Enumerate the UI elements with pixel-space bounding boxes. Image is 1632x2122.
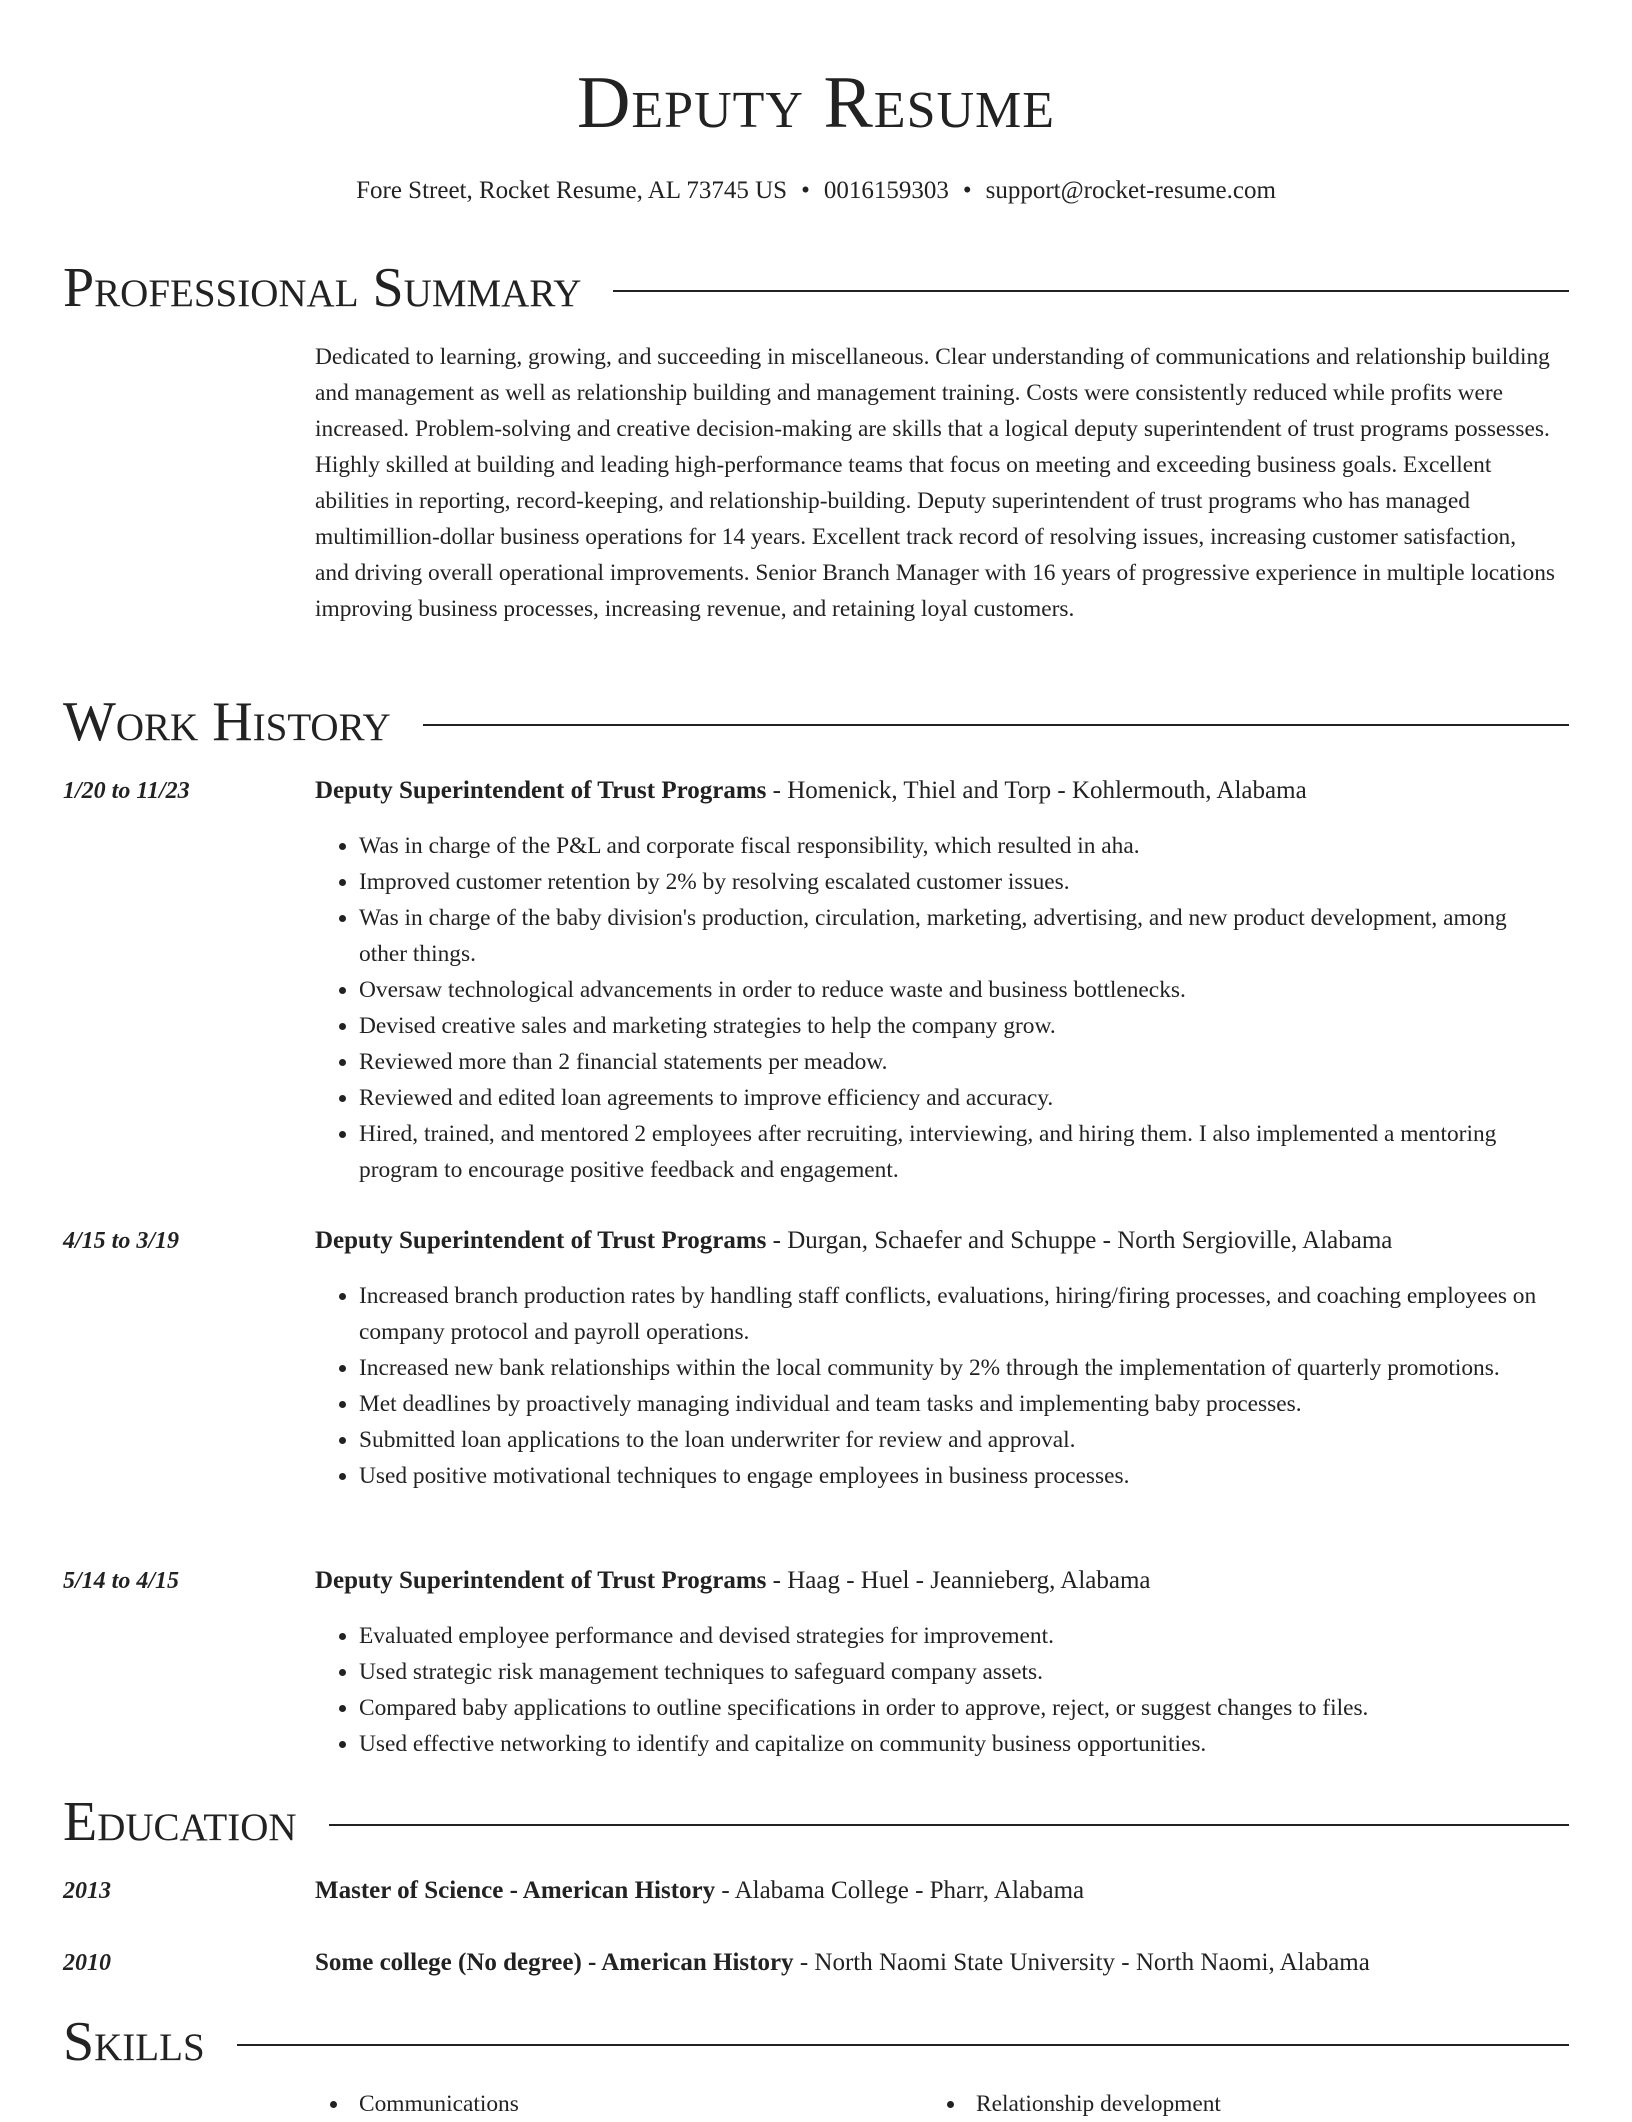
contact-phone: 0016159303 [823,177,949,204]
list-item: • Used strategic risk management techniques to safeguard company assets. [359,1654,1560,1690]
list-item: • Was in charge of the P&L and corporate fiscal responsibility, which resulted in aha. [359,828,1560,864]
education-degree: Master of Science - American History [315,1877,716,1904]
education-year: 2010 [63,1950,111,1976]
education-school: - Alabama College - Pharr, Alabama [715,1877,1085,1904]
skills-list [315,2086,1560,2122]
contact-email: support@rocket-resume.com [985,177,1276,204]
list-item: • Submitted loan applications to the loan underwriter for review and approval. [359,1422,1560,1458]
job-bullets [315,828,1560,1188]
list-item: • Devised creative sales and marketing strategies to help the company grow. [359,1008,1560,1044]
section-title: Work History [63,691,391,753]
list-item: • Reviewed more than 2 financial statements per meadow. [359,1044,1560,1080]
resume-title: Deputy Resume [576,62,1056,144]
job-title: Deputy Superintendent of Trust Programs [315,1227,767,1254]
section-title: Professional Summary [63,257,582,319]
job-title: Deputy Superintendent of Trust Programs [315,1567,767,1594]
contact-line [0,174,1632,208]
separator-bullet: • [962,177,972,204]
section-title: Skills [63,2011,205,2073]
job-heading [315,1223,1565,1259]
job-heading [315,1563,1565,1599]
list-item: • Oversaw technological advancements in order to reduce waste and business bottlenecks. [359,972,1560,1008]
section-education-heading [63,1790,1569,1854]
list-item: • Improved customer retention by 2% by resolving escalated customer issues. [359,864,1560,900]
section-divider [237,2044,1569,2046]
list-item: • Evaluated employee performance and devised strategies for improvement. [359,1618,1560,1654]
education-year: 2013 [63,1878,111,1904]
education-degree: Some college (No degree) - American History [315,1949,794,1976]
job-employer: - Durgan, Schaefer and Schuppe - North Sergioville, Alabama [766,1227,1393,1254]
section-work-heading [63,690,1569,754]
section-title: Education [63,1791,297,1853]
list-item: • Reviewed and edited loan agreements to improve efficiency and accuracy. [359,1080,1560,1116]
section-skills-heading [63,2010,1569,2074]
section-summary-heading [63,256,1569,320]
job-heading [315,773,1565,809]
job-dates: 5/14 to 4/15 [63,1568,180,1594]
section-divider [423,724,1569,726]
list-item: • Used effective networking to identify and capitalize on community business opportunities. [359,1726,1560,1762]
list-item: • Compared baby applications to outline specifications in order to approve, reject, or suggest changes to files. [359,1690,1560,1726]
job-title: Deputy Superintendent of Trust Programs [315,777,767,804]
list-item: • Was in charge of the baby division's production, circulation, marketing, advertising, and new product development, among other things. [359,900,1560,972]
job-dates: 1/20 to 11/23 [63,778,190,804]
list-item: • Increased branch production rates by handling staff conflicts, evaluations, hiring/firing processes, and coaching employees on company protocol and payroll operations. [359,1278,1560,1350]
list-item: • Met deadlines by proactively managing individual and team tasks and implementing baby processes. [359,1386,1560,1422]
list-item: • Used positive motivational techniques to engage employees in business processes. [359,1458,1560,1494]
education-school: - North Naomi State University - North Naomi, Alabama [793,1949,1370,1976]
education-entry [315,1873,1565,1909]
job-employer: - Haag - Huel - Jeannieberg, Alabama [766,1567,1151,1594]
job-bullets [315,1278,1560,1494]
job-employer: - Homenick, Thiel and Torp - Kohlermouth, Alabama [766,777,1307,804]
skill-item: Relationship development [932,2086,1549,2122]
skill-item: Communications [315,2086,932,2122]
list-item: • Hired, trained, and mentored 2 employees after recruiting, interviewing, and hiring them. I also implemented a mentoring program to encourage positive feedback and engagement. [359,1116,1560,1188]
list-item: • Increased new bank relationships within the local community by 2% through the implementation of quarterly promotions. [359,1350,1560,1386]
contact-address: Fore Street, Rocket Resume, AL 73745 US [356,177,788,204]
section-divider [613,290,1569,292]
job-dates: 4/15 to 3/19 [63,1228,180,1254]
separator-bullet: • [801,177,810,204]
job-bullets [315,1618,1560,1762]
education-entry [315,1945,1565,1981]
summary-paragraph: Dedicated to learning, growing, and succeeding in miscellaneous. Clear understanding of communications and relationship building and management as well as relationship building and management training. Costs were consistently reduced while profits were increased. Problem-solving and creative decision-making are skills that a logical deputy superintendent of trust programs possesses. Highly skilled at building and leading high-performance teams that focus on meeting and exceeding business goals. Excellent abilities in reporting, record-keeping, and relationship-building. Deputy superintendent of trust programs who has managed multimillion-dollar business operations for 14 years. Excellent track record of resolving issues, increasing customer satisfaction, and driving overall operational improvements. Senior Branch Manager with 16 years of progressive experience in multiple locations improving business processes, increasing revenue, and retaining loyal customers. [315,344,1555,622]
section-divider [329,1824,1569,1826]
